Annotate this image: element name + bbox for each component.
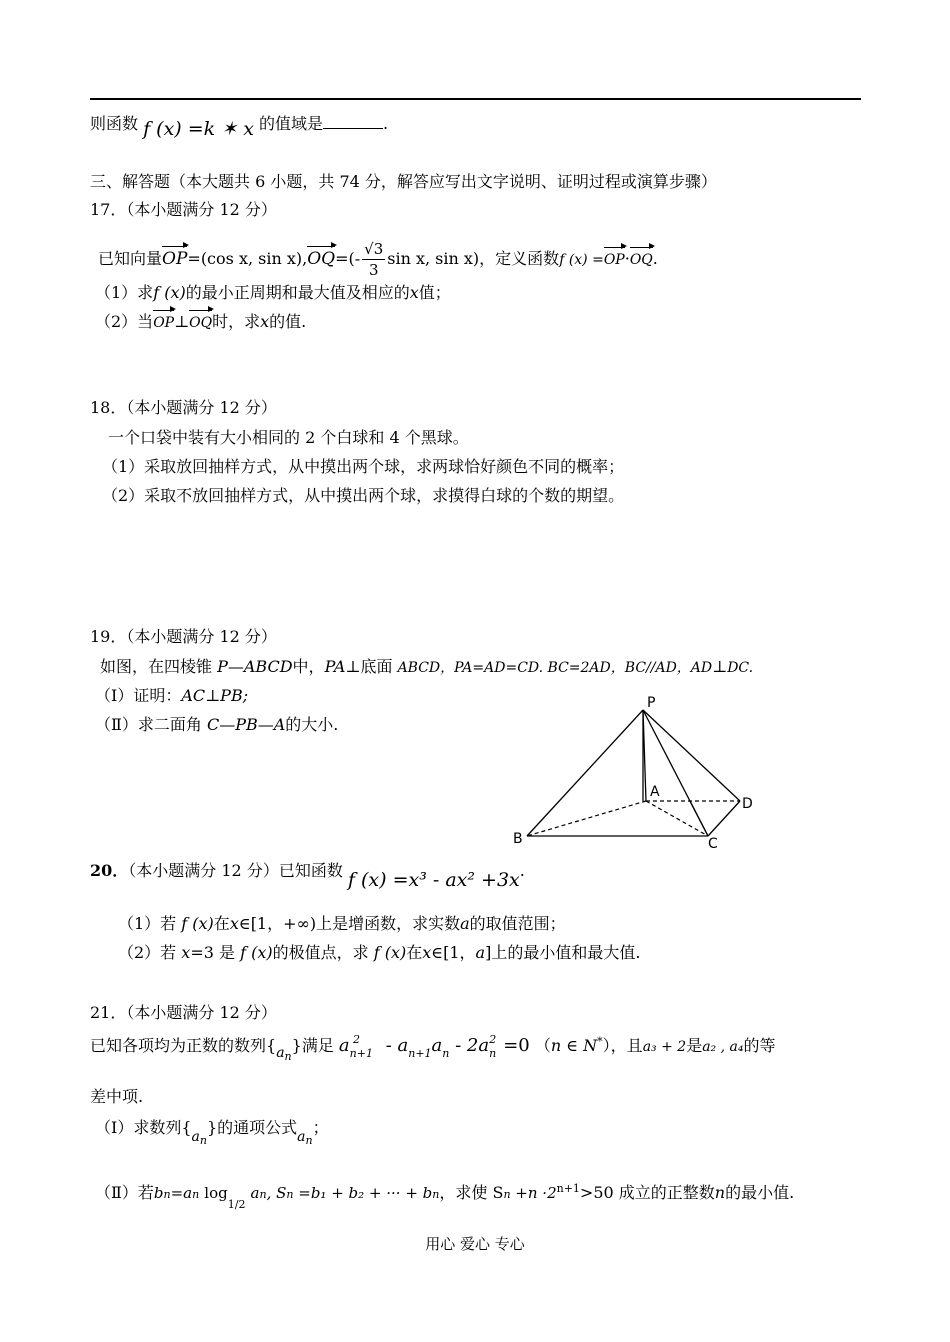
q17-p1-x: x bbox=[409, 283, 419, 302]
q20-p2-mid: =3 是 bbox=[190, 943, 241, 962]
q21-p2-n: n bbox=[714, 1183, 726, 1202]
q17-p1-f: f (x) bbox=[153, 283, 186, 302]
q19-l3-m: C—PB—A bbox=[206, 715, 286, 734]
q18-line2: （1）采取放回抽样方式，从中摸出两个球，求两球恰好颜色不同的概率； bbox=[102, 457, 625, 476]
q20-p2-in-pre: 在 bbox=[406, 943, 423, 962]
q20-p2-pre: （2）若 bbox=[118, 943, 182, 962]
q21-p1-an2: a bbox=[297, 1129, 306, 1145]
q19-l1-m3: ABCD，PA=AD=CD. BC=2AD，BC//AD，AD bbox=[397, 660, 713, 676]
q21-eq: =0 bbox=[503, 1035, 530, 1056]
q20-p1-mid: 在 bbox=[213, 914, 230, 933]
q21-a3: a₃ + 2 bbox=[642, 1039, 687, 1055]
q21-part2: （Ⅱ）若bn=an $\log_{1/2}$ an, Sn =b₁ + b₂ + ··· + bn，求使 $Sn +n \cdot 2^{n+1}>50$ 成立的正整数n的最小值. bbox=[95, 1182, 795, 1211]
q17-op-vector: OP bbox=[162, 249, 188, 269]
q21-p1-pre: （Ⅰ）求数列{ bbox=[95, 1118, 192, 1137]
top-line-suffix: 的值域是 bbox=[259, 114, 324, 133]
q21-line1: 已知各项均为正数的数列$\{a_n\}$满足 $a_{n+1}^2 - a_{n+1}a_n - 2a_n^2 =0$ （n ∈ N*），且a₃ + 2是a₂ , a₄的等 bbox=[90, 1033, 776, 1063]
q21-recurrence: $a_{n+1}^2 - a_{n+1}a_n - 2a_n^2$ bbox=[338, 1033, 497, 1060]
q21-line2: 差中项. bbox=[90, 1087, 144, 1106]
q20-head-text: （本小题满分 12 分）已知函数 bbox=[128, 861, 343, 880]
q17-frac-num: √3 bbox=[364, 240, 384, 258]
q20-p2-end: ]上的最小值和最大值. bbox=[485, 943, 641, 962]
q19-l1-pre: 如图，在四棱锥 bbox=[100, 657, 218, 676]
q20-p2-in: ∈[1， bbox=[431, 943, 476, 962]
q21-cond-open: （ bbox=[534, 1036, 551, 1055]
top-line-prefix: 则函数 bbox=[90, 114, 139, 133]
q21-p1-an: a bbox=[191, 1129, 200, 1145]
q17-p2-op: OP bbox=[153, 315, 175, 331]
q21-l1-an: a bbox=[276, 1045, 285, 1061]
q20-p2-f: f (x) bbox=[240, 943, 273, 962]
q17-end: . bbox=[652, 249, 658, 268]
q17-p1-mid: 的最小正周期和最大值及相应的 bbox=[185, 283, 410, 302]
q20-p1-a: a bbox=[460, 914, 470, 933]
q19-l1-m1: P—ABCD bbox=[217, 657, 293, 676]
q21-p2-plus: +n ·2 bbox=[510, 1184, 557, 1202]
q21-cond-close: ），且 bbox=[602, 1036, 643, 1055]
q20-p1-f: f (x) bbox=[181, 914, 214, 933]
q20-head bbox=[90, 860, 525, 891]
q17-fdef: f (x) = bbox=[559, 252, 604, 268]
q19-line2 bbox=[95, 686, 248, 706]
q17-p2-x: x bbox=[260, 312, 270, 331]
q21-log: $\log_{1/2}$ bbox=[204, 1184, 246, 1211]
q17-part2 bbox=[95, 312, 306, 333]
q17-oq-value-a: =(- bbox=[335, 249, 361, 268]
label-P: P bbox=[647, 695, 656, 711]
q20-p2-x: x bbox=[181, 943, 191, 962]
q21-tail: 的等 bbox=[743, 1036, 776, 1055]
q17-def: ，定义函数 bbox=[479, 249, 560, 268]
q17-p2-end: 的值. bbox=[269, 312, 307, 331]
q19-l1-m4: DC. bbox=[727, 660, 754, 676]
q19-l1-perp: ⊥ bbox=[712, 657, 728, 676]
q20-p2-a: a bbox=[475, 943, 486, 962]
q19-l2-pre: （Ⅰ）证明： bbox=[95, 686, 182, 705]
q19-line1 bbox=[100, 657, 753, 678]
q21-p2-end2: 的最小值. bbox=[725, 1183, 795, 1202]
q20-p1-pre: （1）若 bbox=[118, 914, 182, 933]
top-line bbox=[90, 113, 389, 140]
edge-CD bbox=[708, 801, 740, 836]
q21-an-arg: an bbox=[250, 1184, 267, 1202]
q20-p1-end: 上是增函数，求实数 bbox=[316, 914, 461, 933]
q17-oq-vector-2: OQ bbox=[629, 252, 653, 268]
top-line-end: . bbox=[383, 114, 389, 133]
q17-fraction bbox=[362, 239, 385, 280]
q17-oq-vector: OQ bbox=[307, 249, 336, 269]
q20-p2-mid2: 的极值点，求 bbox=[272, 943, 374, 962]
q17-p2-oq: OQ bbox=[189, 315, 213, 331]
q20-part1 bbox=[118, 914, 566, 934]
q20-end: . bbox=[519, 861, 525, 880]
edge-PB bbox=[527, 710, 643, 836]
q18-line3: （2）采取不放回抽样方式，从中摸出两个球，求摸得白球的个数的期望。 bbox=[102, 486, 625, 505]
q17-p1-end: 值； bbox=[418, 283, 451, 302]
q17-oq-value-b: sin x, sin x) bbox=[387, 249, 480, 268]
label-C: C bbox=[708, 836, 718, 852]
q19-l1-mid2: ⊥底面 bbox=[345, 657, 398, 676]
q21-p2-eq: =b₁ + b₂ + ··· + b bbox=[293, 1184, 433, 1202]
page-footer: 用心 爱心 专心 bbox=[425, 1235, 525, 1253]
q17-head: 17．（本小题满分 12 分） bbox=[90, 200, 277, 219]
q20-num: 20． bbox=[90, 861, 129, 880]
q21-p2-mid: ，求使 S bbox=[439, 1183, 504, 1202]
edge-PC-inner bbox=[690, 801, 708, 836]
label-A: A bbox=[650, 784, 660, 800]
label-D: D bbox=[742, 796, 753, 812]
edge-AB-hidden bbox=[527, 801, 646, 836]
q21-p2-sn: , S bbox=[266, 1184, 287, 1202]
q19-line3 bbox=[95, 715, 338, 735]
header-rule bbox=[90, 98, 861, 100]
q21-p2-end: >50 成立的正整数 bbox=[579, 1183, 715, 1202]
q17-p1-pre: （1）求 bbox=[95, 283, 154, 302]
q19-l2-m: AC⊥PB; bbox=[181, 686, 249, 705]
q21-cond: n ∈ N bbox=[550, 1036, 598, 1055]
q17-dot: · bbox=[624, 249, 630, 268]
q21-bn: bn=an bbox=[153, 1184, 200, 1202]
q19-l3-end: 的大小. bbox=[285, 715, 339, 734]
top-line-func: f (x) =k ✶ x bbox=[143, 118, 254, 140]
q20-p1-end2: 的取值范围； bbox=[469, 914, 566, 933]
q21-is: 是 bbox=[686, 1036, 703, 1055]
label-B: B bbox=[513, 831, 523, 847]
q21-part1: （Ⅰ）求数列$\{a_n\}$的通项公式$a_n$； bbox=[95, 1118, 329, 1147]
q17-part1 bbox=[95, 283, 451, 303]
q18-line1: 一个口袋中装有大小相同的 2 个白球和 4 个黑球。 bbox=[108, 428, 469, 447]
q17-intro: 已知向量 bbox=[98, 249, 163, 268]
q17-p2-pre: （2）当 bbox=[95, 312, 154, 331]
pyramid-figure bbox=[505, 690, 775, 855]
q20-func: f (x) =x³ - ax² +3x bbox=[347, 869, 520, 891]
q17-frac-den: 3 bbox=[368, 261, 379, 279]
q20-p1-x: x bbox=[229, 914, 239, 933]
q21-l1-post: }满足 bbox=[291, 1036, 334, 1055]
q19-l1-mid: 中， bbox=[292, 657, 325, 676]
q21-l1-pre: 已知各项均为正数的数列{ bbox=[90, 1036, 277, 1055]
answer-blank bbox=[323, 114, 383, 129]
q17-op-vector-2: OP bbox=[603, 252, 625, 268]
q21-p1-end: ； bbox=[312, 1118, 329, 1137]
q20-p2-x2: x bbox=[422, 943, 432, 962]
q19-head: 19．（本小题满分 12 分） bbox=[90, 627, 277, 646]
q21-p1-mid: }的通项公式 bbox=[206, 1118, 298, 1137]
q21-a24: a₂ , a₄ bbox=[702, 1039, 744, 1055]
q17-p2-perp: ⊥ bbox=[174, 312, 190, 331]
q20-part2 bbox=[118, 943, 640, 963]
section-3-title: 三、解答题（本大题共 6 小题，共 74 分，解答应写出文字说明、证明过程或演算步骤） bbox=[90, 172, 717, 191]
q17-vectors bbox=[98, 239, 658, 280]
q19-l3-pre: （Ⅱ）求二面角 bbox=[95, 715, 207, 734]
q19-l1-m2: PA bbox=[324, 657, 346, 676]
q21-head: 21．（本小题满分 12 分） bbox=[90, 1003, 277, 1022]
q21-p2-pre: （Ⅱ）若 bbox=[95, 1183, 154, 1202]
q18-head: 18．（本小题满分 12 分） bbox=[90, 398, 277, 417]
q20-p2-f2: f (x) bbox=[373, 943, 407, 962]
q17-p2-mid: 时，求 bbox=[212, 312, 261, 331]
q20-p1-in: ∈[1，+∞) bbox=[238, 914, 317, 933]
q17-op-value: =(cos x, sin x), bbox=[187, 249, 308, 268]
